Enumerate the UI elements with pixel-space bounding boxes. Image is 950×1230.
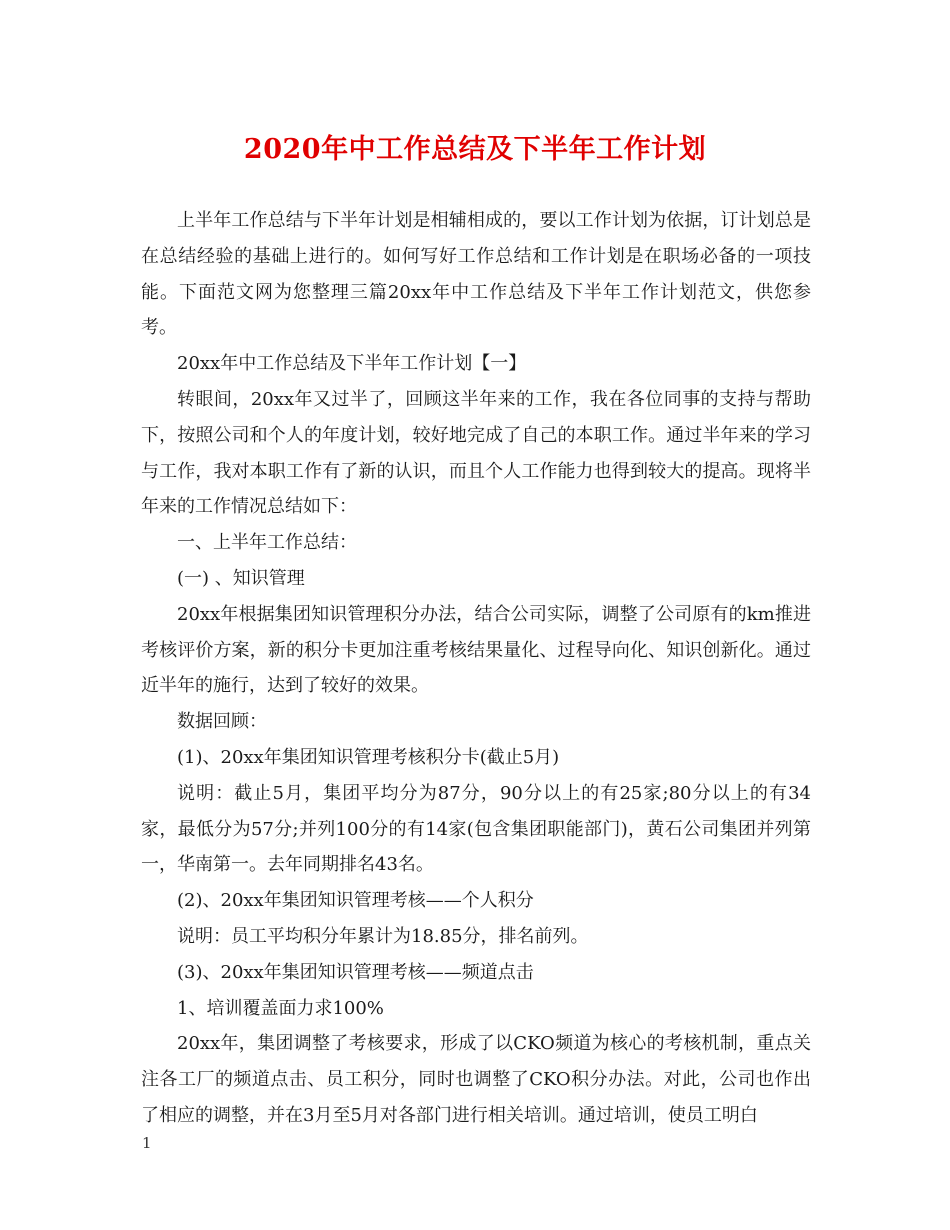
knowledge-management-paragraph: 20xx年根据集团知识管理积分办法，结合公司实际，调整了公司原有的km推进考核评价方案，新的积分卡更加注重考核结果量化、过程导向化、知识创新化。通过近半年的施行，达到了较好的效果。: [141, 603, 811, 697]
intro-paragraph: 上半年工作总结与下半年计划是相辅相成的，要以工作计划为依据，订计划总是在总结经验的基础上进行的。如何写好工作总结和工作计划是在职场必备的一项技能。下面范文网为您整理三篇20xx年中工作总结及下半年工作计划范文，供您参考。: [141, 210, 811, 339]
training-coverage-heading: 1、培训覆盖面力求100%: [177, 997, 384, 1019]
document-title: 2020年中工作总结及下半年工作计划: [243, 134, 707, 165]
item-two-heading: (2)、20xx年集团知识管理考核——个人积分: [177, 890, 534, 912]
item-one-heading: (1)、20xx年集团知识管理考核积分卡(截止5月): [177, 746, 560, 768]
item-one-note: 说明：截止5月，集团平均分为87分，90分以上的有25家;80分以上的有34家，最低分为57分;并列100分的有14家(包含集团职能部门)，黄石公司集团并列第一，华南第一。去年同期排名43名。: [141, 782, 811, 876]
document-body: [141, 203, 811, 1134]
training-paragraph: 20xx年，集团调整了考核要求，形成了以CKO频道为核心的考核机制，重点关注各工厂的频道点击、员工积分，同时也调整了CKO积分办法。对此，公司也作出了相应的调整，并在3月至5月对各部门进行相关培训。通过培训，使员工明白: [141, 1033, 811, 1126]
item-two-note: 说明：员工平均积分年累计为18.85分，排名前列。: [177, 925, 589, 947]
item-three-heading: (3)、20xx年集团知识管理考核——频道点击: [177, 961, 534, 983]
opening-paragraph: 转眼间，20xx年又过半了，回顾这半年来的工作，我在各位同事的支持与帮助下，按照公司和个人的年度计划，较好地完成了自己的本职工作。通过半年来的学习与工作，我对本职工作有了新的认识，而且个人工作能力也得到较大的提高。现将半年来的工作情况总结如下：: [141, 388, 811, 518]
data-review-label: 数据回顾：: [177, 711, 267, 733]
subheading-knowledge-management: (一) 、知识管理: [177, 567, 305, 589]
section-heading-one: 20xx年中工作总结及下半年工作计划【一】: [177, 353, 527, 375]
part-heading: 一、上半年工作总结：: [177, 532, 357, 554]
page-number: 1: [142, 1134, 152, 1152]
